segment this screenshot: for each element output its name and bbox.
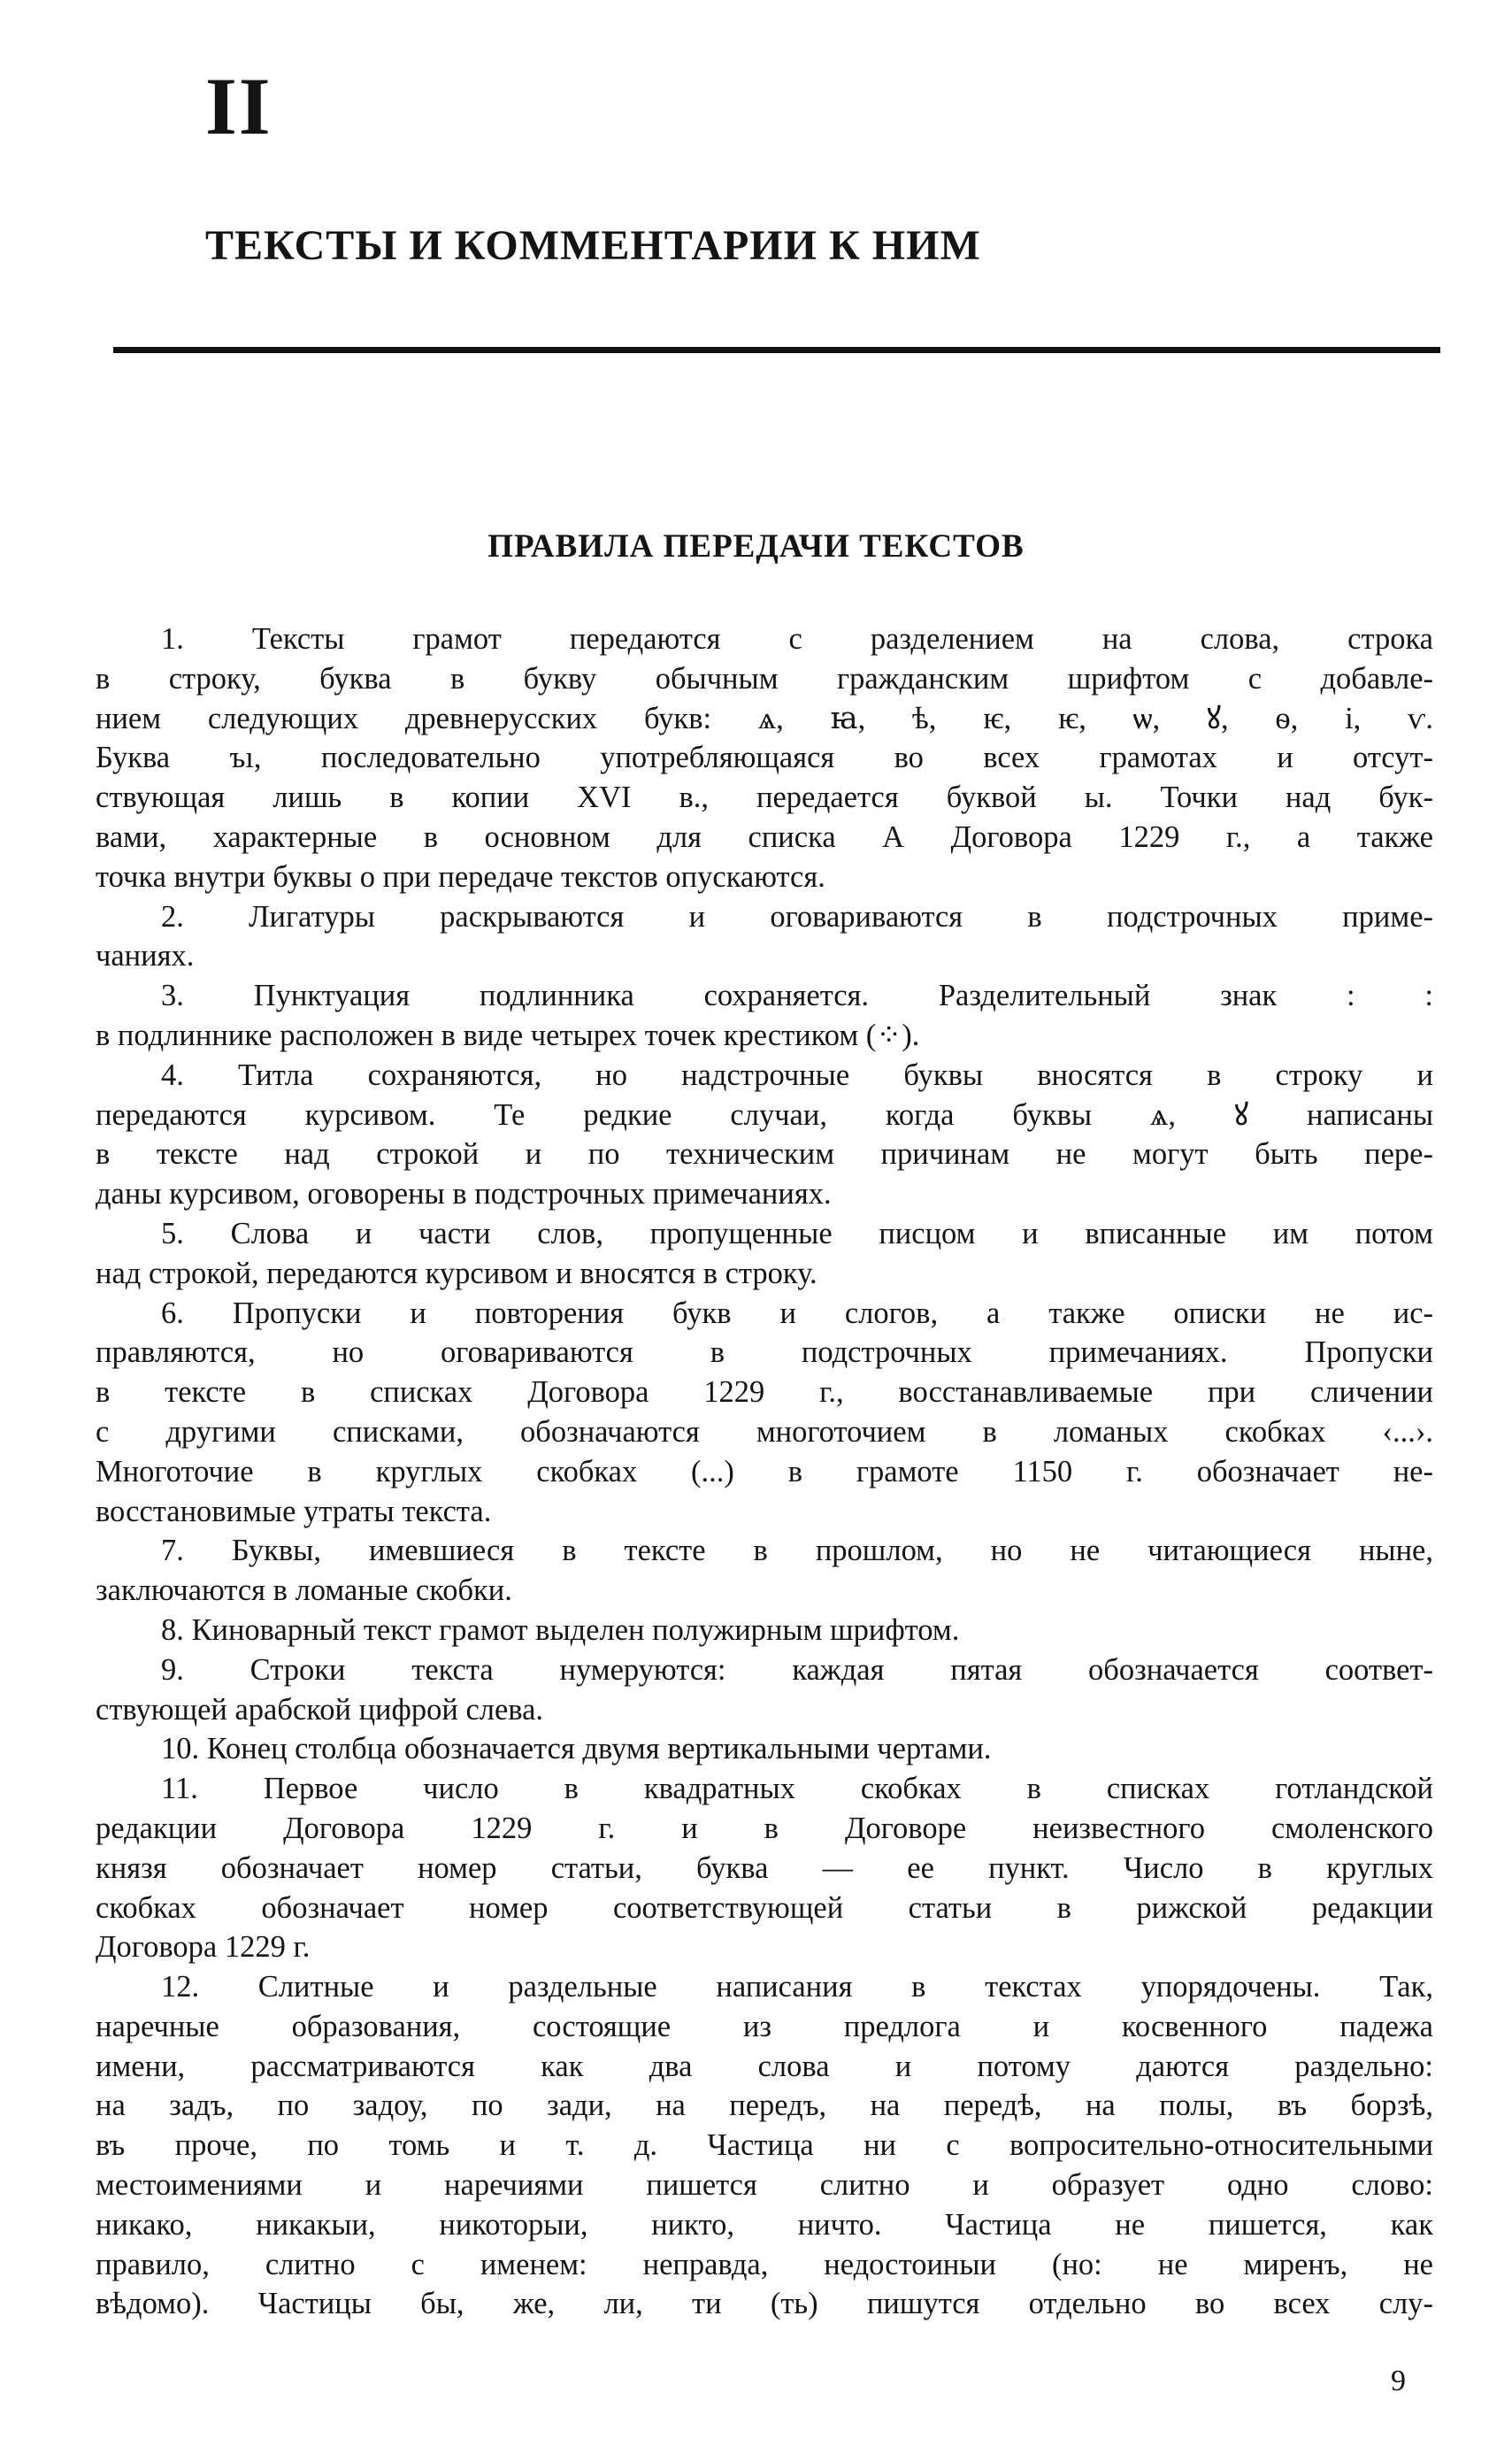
text-line: точка внутри буквы о при передаче текстов опускаются. xyxy=(96,859,825,894)
section-title: ПРАВИЛА ПЕРЕДАЧИ ТЕКСТОВ xyxy=(487,528,1025,565)
text-line: редакции Договора 1229 г. и в Договоре неизвестного смоленского xyxy=(96,1811,1433,1845)
text-line: в строку, буква в букву обычным гражданским шрифтом с добавле- xyxy=(96,661,1433,696)
chapter-title: ТЕКСТЫ И КОММЕНТАРИИ К НИМ xyxy=(205,222,981,269)
horizontal-rule xyxy=(113,347,1440,353)
text-line: нием следующих древнерусских букв: ѧ, ꙗ, ѣ, ѥ, ѥ, ѡ, ꙋ, ѳ, і, ѵ. xyxy=(96,701,1433,735)
text-line: вами, характерные в основном для списка А Договора 1229 г., а также xyxy=(96,819,1433,854)
text-line: на задъ, по задоу, по зади, на передъ, на передѣ, на полы, въ борзѣ, xyxy=(96,2089,1433,2123)
text-line: заключаются в ломаные скобки. xyxy=(96,1573,512,1608)
text-line: в тексте над строкой и по техническим причинам не могут быть пере- xyxy=(96,1137,1433,1172)
text-line: 2. Лигатуры раскрываются и оговариваются в подстрочных приме- xyxy=(161,899,1433,934)
text-line: 4. Титла сохраняются, но надстрочные буквы вносятся в строку и xyxy=(161,1058,1433,1092)
text-line: 12. Слитные и раздельные написания в текстах упорядочены. Так, xyxy=(161,1970,1433,2004)
text-line: 3. Пунктуация подлинника сохраняется. Разделительный знак : : xyxy=(161,979,1433,1013)
chapter-number: II xyxy=(205,61,272,151)
text-line: Буква ъı, последовательно употребляющаяся во всех грамотах и отсут- xyxy=(96,741,1433,775)
text-line: в подлиннике расположен в виде четырех точек крестиком (⁘). xyxy=(96,1018,920,1052)
text-line: в тексте в списках Договора 1229 г., восстанавливаемые при сличении xyxy=(96,1375,1433,1410)
text-line: даны курсивом, оговорены в подстрочных примечаниях. xyxy=(96,1177,832,1212)
text-line: 1. Тексты грамот передаются с разделением на слова, строка xyxy=(161,622,1433,656)
text-line: 11. Первое число в квадратных скобках в списках готландской xyxy=(161,1772,1433,1806)
text-line: правляются, но оговариваются в подстрочных примечаниях. Пропуски xyxy=(96,1335,1433,1370)
text-line: 9. Строки текста нумеруются: каждая пятая обозначается соответ- xyxy=(161,1652,1433,1687)
text-line: вѣдомо). Частицы бы, же, ли, ти (ть) пишутся отдельно во всех слу- xyxy=(96,2287,1433,2321)
text-line: скобках обозначает номер соответствующей статьи в рижской редакции xyxy=(96,1890,1433,1925)
text-line: 8. Киноварный текст грамот выделен полужирным шрифтом. xyxy=(161,1612,960,1647)
text-line: Договора 1229 г. xyxy=(96,1930,311,1965)
text-line: чаниях. xyxy=(96,939,195,973)
text-line: ствующая лишь в копии XVI в., передается буквой ы. Точки над бук- xyxy=(96,781,1433,815)
text-line: Многоточие в круглых скобках (...) в грамоте 1150 г. обозначает не- xyxy=(96,1454,1433,1489)
text-line: местоимениями и наречиями пишется слитно и образует одно слово: xyxy=(96,2168,1433,2203)
text-line: князя обозначает номер статьи, буква — ее пункт. Число в круглых xyxy=(96,1850,1433,1885)
text-line: въ проче, по томь и т. д. Частица ни с вопросительно-относительными xyxy=(96,2128,1433,2163)
rules-text xyxy=(96,619,1433,2324)
text-line: правило, слитно с именем: неправда, недостоиныи (но: не миренъ, не xyxy=(96,2247,1433,2281)
text-line: передаются курсивом. Те редкие случаи, когда буквы ѧ, ꙋ написаны xyxy=(96,1097,1433,1132)
text-line: 10. Конец столбца обозначается двумя вертикальными чертами. xyxy=(161,1732,992,1766)
text-line: с другими списками, обозначаются многоточием в ломаных скобках ‹...›. xyxy=(96,1414,1433,1449)
text-line: наречные образования, состоящие из предлога и косвенного падежа xyxy=(96,2009,1433,2043)
text-line: имени, рассматриваются как два слова и потому даются раздельно: xyxy=(96,2049,1433,2083)
text-line: 5. Слова и части слов, пропущенные писцом и вписанные им потом xyxy=(161,1216,1433,1250)
text-line: никако, никакыи, никоторыи, никто, ничто. Частица не пишется, как xyxy=(96,2207,1433,2242)
page-number: 9 xyxy=(1391,2365,1406,2397)
text-line: над строкой, передаются курсивом и вносятся в строку. xyxy=(96,1256,817,1290)
text-line: восстановимые утраты текста. xyxy=(96,1494,492,1528)
text-line: 7. Буквы, имевшиеся в тексте в прошлом, но не читающиеся ныне, xyxy=(161,1534,1433,1568)
text-line: 6. Пропуски и повторения букв и слогов, а также описки не ис- xyxy=(161,1296,1433,1330)
text-line: ствующей арабской цифрой слева. xyxy=(96,1692,544,1727)
